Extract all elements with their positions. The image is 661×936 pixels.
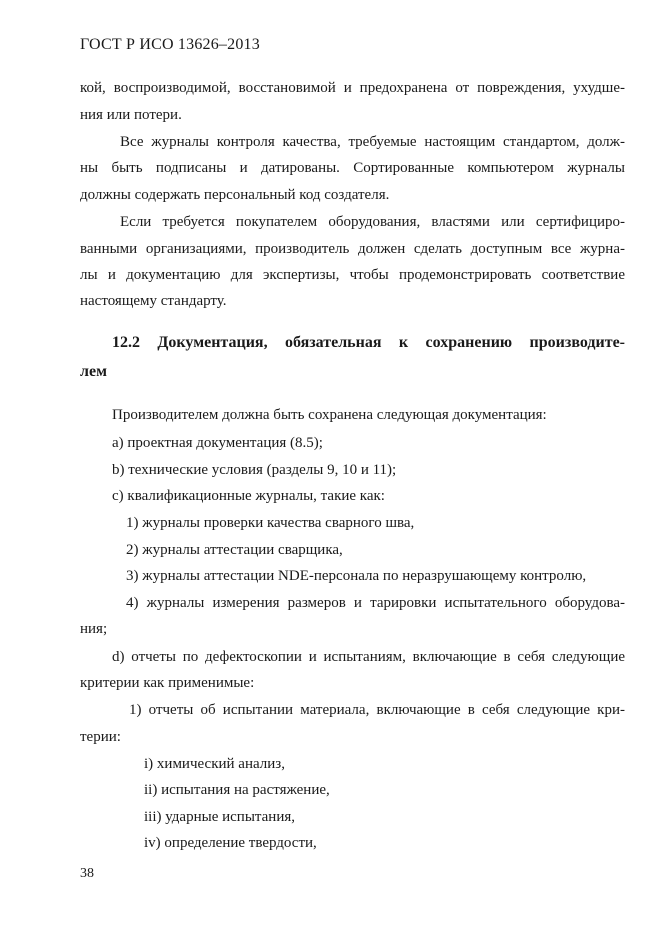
list-item: критерии как применимые: bbox=[80, 675, 255, 691]
list-item: ния; bbox=[80, 621, 108, 637]
list-item: ii) испытания на растяжение, bbox=[144, 782, 330, 798]
paragraph-line: Все журналы контроля качества, требуемые настоящим стандартом, долж- bbox=[120, 134, 625, 150]
page-number: 38 bbox=[80, 866, 94, 881]
paragraph-line: лы и документацию для экспертизы, чтобы продемонстрировать соответствие bbox=[80, 267, 625, 283]
list-item: iv) определение твердости, bbox=[144, 835, 317, 851]
list-item: с) квалификационные журналы, такие как: bbox=[112, 488, 385, 504]
paragraph-line: Если требуется покупателем оборудования, властями или сертифициро- bbox=[120, 214, 625, 230]
section-heading: лем bbox=[80, 363, 107, 380]
paragraph-line: ния или потери. bbox=[80, 107, 182, 123]
paragraph-line: ванными организациями, производитель должен сделать доступным все журна- bbox=[80, 241, 625, 257]
list-item: 1) журналы проверки качества сварного шва, bbox=[126, 515, 415, 531]
list-item: 4) журналы измерения размеров и тарировки испытательного оборудова- bbox=[126, 595, 625, 611]
list-item: b) технические условия (разделы 9, 10 и 11); bbox=[112, 462, 397, 478]
paragraph-line: должны содержать персональный код создателя. bbox=[80, 187, 390, 203]
section-heading: 12.2 Документация, обязательная к сохранению производите- bbox=[112, 334, 625, 351]
list-item: i) химический анализ, bbox=[144, 756, 285, 772]
list-intro: Производителем должна быть сохранена следующая документация: bbox=[112, 407, 547, 423]
standard-header: ГОСТ Р ИСО 13626–2013 bbox=[80, 36, 260, 53]
paragraph-line: ны быть подписаны и датированы. Сортированные компьютером журналы bbox=[80, 160, 625, 176]
paragraph-line: кой, воспроизводимой, восстановимой и предохранена от повреждения, ухудше- bbox=[80, 80, 625, 96]
list-item: 3) журналы аттестации NDE-персонала по неразрушающему контролю, bbox=[126, 568, 587, 584]
list-item: а) проектная документация (8.5); bbox=[112, 435, 323, 451]
list-item: iii) ударные испытания, bbox=[144, 809, 295, 825]
list-item: 1) отчеты об испытании материала, включающие в себя следующие кри- bbox=[129, 702, 625, 718]
paragraph-line: настоящему стандарту. bbox=[80, 293, 227, 309]
list-item: 2) журналы аттестации сварщика, bbox=[126, 542, 343, 558]
list-item: терии: bbox=[80, 729, 121, 745]
list-item: d) отчеты по дефектоскопии и испытаниям, включающие в себя следующие bbox=[112, 649, 625, 665]
